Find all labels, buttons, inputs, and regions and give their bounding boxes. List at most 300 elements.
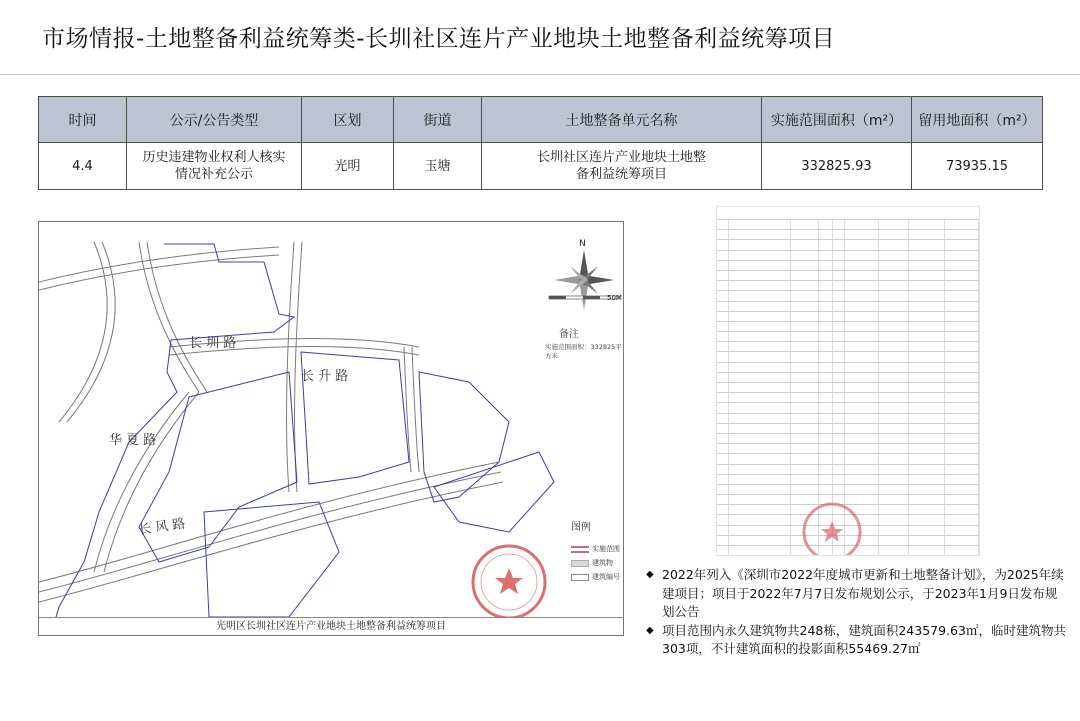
legend-swatch (571, 546, 589, 553)
doc-table-cell (819, 373, 833, 382)
doc-table-cell (717, 393, 729, 402)
doc-table-cell (845, 230, 879, 239)
bullet-text: 2022年列入《深圳市2022年度城市更新和土地整备计划》，为2025年续建项目；项目于2022年7月7日发布规划公示，于2023年1月9日发布规划公告 (662, 567, 1064, 619)
doc-table-cell (945, 312, 979, 321)
doc-table-cell (945, 352, 979, 361)
doc-table-cell (845, 312, 879, 321)
doc-table-cell (879, 271, 909, 280)
doc-table-cell (717, 505, 729, 514)
doc-table-cell (833, 281, 845, 290)
doc-table-cell (945, 444, 979, 453)
doc-table-cell (833, 251, 845, 260)
doc-table-cell (819, 454, 833, 463)
map-caption: 光明区长圳社区连片产业地块土地整备利益统筹项目 (39, 617, 623, 635)
doc-table-cell (729, 546, 791, 555)
doc-table-cell (945, 515, 979, 524)
doc-table-cell (909, 312, 945, 321)
cell-street: 玉塘 (394, 143, 482, 190)
doc-table-row (717, 464, 979, 474)
doc-table-cell (845, 302, 879, 311)
doc-table-cell (845, 434, 879, 443)
doc-table-cell (879, 465, 909, 474)
doc-table-cell (791, 312, 819, 321)
doc-table-row (717, 392, 979, 402)
cell-reserved-area: 73935.15 (912, 143, 1043, 190)
doc-table-cell (909, 424, 945, 433)
doc-table-cell (909, 322, 945, 331)
doc-table-cell (945, 251, 979, 260)
doc-table-cell (717, 485, 729, 494)
doc-table-cell (879, 424, 909, 433)
doc-table-cell (791, 261, 819, 270)
doc-table-cell (791, 434, 819, 443)
doc-table-row (717, 250, 979, 260)
doc-table-cell (729, 495, 791, 504)
doc-table-cell (879, 546, 909, 555)
doc-table-cell (909, 495, 945, 504)
doc-table-cell (717, 363, 729, 372)
doc-table-cell (819, 240, 833, 249)
doc-table-row (717, 331, 979, 341)
doc-table-cell (717, 251, 729, 260)
doc-table-cell (729, 454, 791, 463)
doc-table-cell (819, 434, 833, 443)
doc-table-cell (845, 373, 879, 382)
doc-table-cell (833, 291, 845, 300)
doc-table-cell (945, 342, 979, 351)
road-label-huaxia: 华 夏 路 (109, 433, 157, 448)
doc-table-cell (909, 240, 945, 249)
legend-title: 图例 (571, 522, 591, 533)
doc-table-cell (879, 342, 909, 351)
doc-table-row (717, 321, 979, 331)
doc-table-cell (833, 332, 845, 341)
doc-table-cell (879, 454, 909, 463)
doc-table-cell (833, 240, 845, 249)
road-label-changzhen: 长 圳 路 (189, 336, 237, 351)
map-note-text: 实施范围面积：332825平方米 (545, 343, 622, 360)
doc-table-cell (879, 383, 909, 392)
doc-table-cell (909, 444, 945, 453)
doc-table-cell (879, 515, 909, 524)
doc-table-cell (791, 485, 819, 494)
info-table (38, 96, 1043, 190)
doc-table-row (717, 290, 979, 300)
doc-table-cell (717, 291, 729, 300)
doc-table-cell (819, 465, 833, 474)
legend-item (571, 572, 620, 582)
legend-swatch (571, 560, 589, 567)
doc-table-cell (845, 322, 879, 331)
doc-table-cell (717, 414, 729, 423)
map-note-label: 备注 (559, 329, 579, 340)
doc-table-cell (791, 220, 819, 229)
doc-table-cell (833, 383, 845, 392)
doc-table-cell (909, 383, 945, 392)
doc-table-cell (729, 515, 791, 524)
doc-table-cell (909, 332, 945, 341)
doc-table-cell (909, 352, 945, 361)
doc-table-cell (879, 302, 909, 311)
doc-table-cell (845, 424, 879, 433)
doc-table-cell (729, 352, 791, 361)
doc-table-cell (945, 495, 979, 504)
doc-table-cell (909, 291, 945, 300)
doc-table-cell (717, 403, 729, 412)
doc-table-row (717, 413, 979, 423)
header-time: 时间 (39, 97, 127, 143)
doc-table-cell (717, 434, 729, 443)
doc-table-cell (717, 220, 729, 229)
doc-table-cell (729, 302, 791, 311)
doc-table-cell (833, 403, 845, 412)
doc-table-cell (819, 444, 833, 453)
doc-table-cell (845, 475, 879, 484)
doc-table-cell (819, 281, 833, 290)
doc-table-cell (717, 332, 729, 341)
doc-table-row (717, 311, 979, 321)
doc-table-cell (833, 424, 845, 433)
doc-header-line (717, 207, 979, 219)
doc-table-cell (717, 230, 729, 239)
doc-table-cell (819, 322, 833, 331)
doc-table-cell (845, 444, 879, 453)
doc-table-cell (945, 271, 979, 280)
doc-table-cell (729, 465, 791, 474)
legend-label: 建筑物 (592, 559, 613, 567)
doc-table-cell (819, 291, 833, 300)
doc-table-cell (833, 261, 845, 270)
doc-table-cell (717, 281, 729, 290)
doc-table-cell (909, 302, 945, 311)
project-map (38, 221, 624, 636)
doc-table-cell (833, 434, 845, 443)
list-item (646, 566, 1066, 622)
official-seal (473, 546, 545, 618)
doc-table-cell (717, 536, 729, 545)
doc-table-cell (909, 261, 945, 270)
doc-table-cell (833, 271, 845, 280)
doc-table-cell (729, 414, 791, 423)
doc-table-cell (909, 465, 945, 474)
doc-table-cell (845, 465, 879, 474)
doc-table-cell (833, 454, 845, 463)
header-area: 实施范围面积（m²） (762, 97, 912, 143)
header-unit-name: 土地整备单元名称 (482, 97, 762, 143)
doc-table-cell (909, 271, 945, 280)
doc-table-cell (791, 465, 819, 474)
page-title: 市场情报-土地整备利益统筹类-长圳社区连片产业地块土地整备利益统筹项目 (42, 26, 836, 52)
doc-table-cell (833, 322, 845, 331)
doc-table-cell (879, 332, 909, 341)
doc-table-cell (791, 332, 819, 341)
doc-table-cell (791, 251, 819, 260)
doc-table-cell (879, 434, 909, 443)
doc-table-cell (819, 230, 833, 239)
doc-seal-icon (797, 497, 867, 556)
doc-table-cell (909, 454, 945, 463)
doc-table-cell (729, 475, 791, 484)
table-header-row (39, 97, 1043, 143)
doc-table-cell (819, 363, 833, 372)
doc-table-cell (729, 220, 791, 229)
doc-table-cell (833, 342, 845, 351)
doc-table-row (717, 484, 979, 494)
doc-table-cell (717, 383, 729, 392)
north-arrow-icon (554, 250, 614, 310)
doc-table-cell (819, 271, 833, 280)
doc-table-cell (909, 515, 945, 524)
doc-table-cell (791, 291, 819, 300)
legend-label: 实施范围 (592, 545, 620, 553)
doc-table-cell (879, 281, 909, 290)
doc-table-cell (717, 322, 729, 331)
doc-table-cell (717, 373, 729, 382)
doc-table-cell (833, 414, 845, 423)
doc-table-cell (729, 373, 791, 382)
doc-table-row (717, 270, 979, 280)
map-drawing (39, 222, 624, 636)
doc-table-cell (729, 251, 791, 260)
table-row (39, 143, 1043, 190)
doc-table-cell (833, 302, 845, 311)
doc-table-row (717, 351, 979, 361)
scanned-document-thumbnail (716, 206, 980, 556)
doc-table-cell (717, 546, 729, 555)
doc-table-cell (879, 414, 909, 423)
doc-table-cell (819, 312, 833, 321)
doc-table-cell (845, 485, 879, 494)
doc-table-cell (945, 281, 979, 290)
bullet-text: 项目范围内永久建筑物共248栋，建筑面积243579.63㎡，临时建筑物共303项，不计建筑面积的投影面积55469.27㎡ (662, 622, 1066, 656)
doc-table-row (717, 239, 979, 249)
doc-table-cell (945, 526, 979, 535)
doc-table-cell (879, 261, 909, 270)
doc-table-cell (845, 383, 879, 392)
header-reserved-area: 留用地面积（m²） (912, 97, 1043, 143)
doc-table-row (717, 372, 979, 382)
legend-item (571, 544, 620, 554)
doc-table-row (717, 229, 979, 239)
doc-table-cell (791, 230, 819, 239)
doc-table-cell (909, 281, 945, 290)
doc-table-cell (833, 312, 845, 321)
road-label-changfeng: 长 风 路 (137, 516, 187, 538)
doc-table-cell (819, 475, 833, 484)
doc-table-cell (819, 302, 833, 311)
cell-time: 4.4 (39, 143, 127, 190)
doc-table-cell (717, 312, 729, 321)
title-divider (0, 74, 1080, 75)
doc-table-cell (833, 352, 845, 361)
doc-table-cell (845, 261, 879, 270)
doc-table-row (717, 423, 979, 433)
doc-table-cell (791, 271, 819, 280)
doc-table-cell (729, 403, 791, 412)
doc-table-cell (909, 526, 945, 535)
doc-table-cell (845, 414, 879, 423)
doc-table-cell (879, 363, 909, 372)
doc-table-cell (879, 475, 909, 484)
doc-table-cell (845, 220, 879, 229)
doc-table-cell (945, 403, 979, 412)
doc-table-cell (909, 393, 945, 402)
doc-table-cell (819, 332, 833, 341)
legend-item (571, 558, 613, 568)
doc-table-cell (833, 363, 845, 372)
doc-table-cell (945, 465, 979, 474)
doc-table-row (717, 474, 979, 484)
doc-table-cell (717, 342, 729, 351)
diamond-bullet-icon: ◆ (646, 569, 654, 580)
doc-table-cell (879, 526, 909, 535)
doc-table-cell (945, 322, 979, 331)
doc-table-cell (791, 393, 819, 402)
doc-table-cell (879, 312, 909, 321)
doc-table-cell (791, 444, 819, 453)
doc-table-cell (909, 373, 945, 382)
doc-table-cell (879, 230, 909, 239)
notes-list (646, 566, 1066, 659)
doc-table-cell (879, 322, 909, 331)
doc-table-cell (909, 475, 945, 484)
doc-table-cell (833, 220, 845, 229)
doc-table-cell (729, 281, 791, 290)
doc-table-cell (833, 444, 845, 453)
doc-table-cell (819, 383, 833, 392)
doc-table-row (717, 301, 979, 311)
doc-table-cell (819, 352, 833, 361)
doc-table-cell (845, 271, 879, 280)
doc-table-cell (729, 322, 791, 331)
doc-table-cell (845, 281, 879, 290)
doc-table-cell (729, 444, 791, 453)
doc-table-cell (833, 230, 845, 239)
doc-table-cell (879, 291, 909, 300)
doc-table-cell (945, 302, 979, 311)
doc-table-row (717, 341, 979, 351)
doc-table-cell (945, 220, 979, 229)
doc-table-cell (819, 424, 833, 433)
doc-table-cell (729, 393, 791, 402)
doc-table-cell (833, 475, 845, 484)
doc-table-cell (909, 403, 945, 412)
doc-table-row (717, 382, 979, 392)
doc-table-cell (717, 465, 729, 474)
header-district: 区划 (302, 97, 394, 143)
doc-table-cell (717, 454, 729, 463)
doc-table-cell (729, 240, 791, 249)
doc-table-cell (819, 342, 833, 351)
doc-table-row (717, 433, 979, 443)
doc-table-cell (791, 383, 819, 392)
doc-table-cell (879, 485, 909, 494)
doc-table-cell (909, 342, 945, 351)
doc-table-cell (945, 240, 979, 249)
header-street: 街道 (394, 97, 482, 143)
doc-table-cell (879, 536, 909, 545)
doc-table-cell (879, 495, 909, 504)
doc-table-cell (729, 332, 791, 341)
doc-table-cell (729, 383, 791, 392)
legend-swatch (571, 574, 589, 581)
doc-table-cell (717, 526, 729, 535)
road-label-changsheng: 长 升 路 (301, 369, 349, 384)
doc-table-cell (717, 424, 729, 433)
doc-table-cell (791, 373, 819, 382)
doc-table-cell (879, 220, 909, 229)
doc-table-cell (945, 485, 979, 494)
cell-unit-name: 长圳社区连片产业地块土地整备利益统筹项目 (482, 143, 762, 190)
doc-table-cell (729, 505, 791, 514)
doc-table-row (717, 402, 979, 412)
doc-table-row (717, 443, 979, 453)
doc-table-cell (879, 444, 909, 453)
doc-table-cell (791, 352, 819, 361)
doc-table-cell (945, 261, 979, 270)
doc-table-cell (909, 414, 945, 423)
doc-table-cell (909, 434, 945, 443)
doc-table-cell (717, 475, 729, 484)
doc-table-cell (879, 373, 909, 382)
doc-table-cell (717, 352, 729, 361)
scale-label: 50M (607, 294, 622, 302)
doc-table-cell (909, 363, 945, 372)
doc-table-cell (819, 414, 833, 423)
north-label: N (579, 239, 586, 249)
doc-table-cell (791, 240, 819, 249)
legend-label: 建筑编号 (592, 573, 620, 581)
doc-table-cell (791, 475, 819, 484)
doc-table-cell (791, 414, 819, 423)
doc-table-cell (945, 383, 979, 392)
doc-table-cell (819, 403, 833, 412)
doc-table-cell (909, 485, 945, 494)
doc-table-cell (729, 291, 791, 300)
doc-table-cell (729, 271, 791, 280)
doc-table-cell (945, 363, 979, 372)
doc-table-cell (909, 536, 945, 545)
doc-table-cell (945, 424, 979, 433)
doc-table-cell (819, 220, 833, 229)
doc-table-cell (791, 403, 819, 412)
doc-table-row (717, 280, 979, 290)
doc-table-row (717, 219, 979, 229)
doc-table-cell (833, 373, 845, 382)
doc-table-cell (791, 454, 819, 463)
doc-table-cell (909, 546, 945, 555)
doc-table-cell (945, 546, 979, 555)
doc-table-cell (909, 251, 945, 260)
doc-table-cell (729, 230, 791, 239)
doc-table-cell (819, 485, 833, 494)
doc-table-cell (791, 322, 819, 331)
doc-table-cell (729, 342, 791, 351)
diamond-bullet-icon: ◆ (646, 624, 654, 636)
doc-table-cell (717, 261, 729, 270)
doc-table-cell (879, 403, 909, 412)
header-type: 公示/公告类型 (127, 97, 302, 143)
doc-table-cell (845, 240, 879, 249)
doc-table-row (717, 362, 979, 372)
doc-table-cell (879, 505, 909, 514)
doc-table-cell (833, 465, 845, 474)
doc-table-cell (945, 393, 979, 402)
doc-table-cell (845, 393, 879, 402)
doc-table-cell (717, 495, 729, 504)
doc-table-cell (845, 332, 879, 341)
doc-table-cell (945, 230, 979, 239)
